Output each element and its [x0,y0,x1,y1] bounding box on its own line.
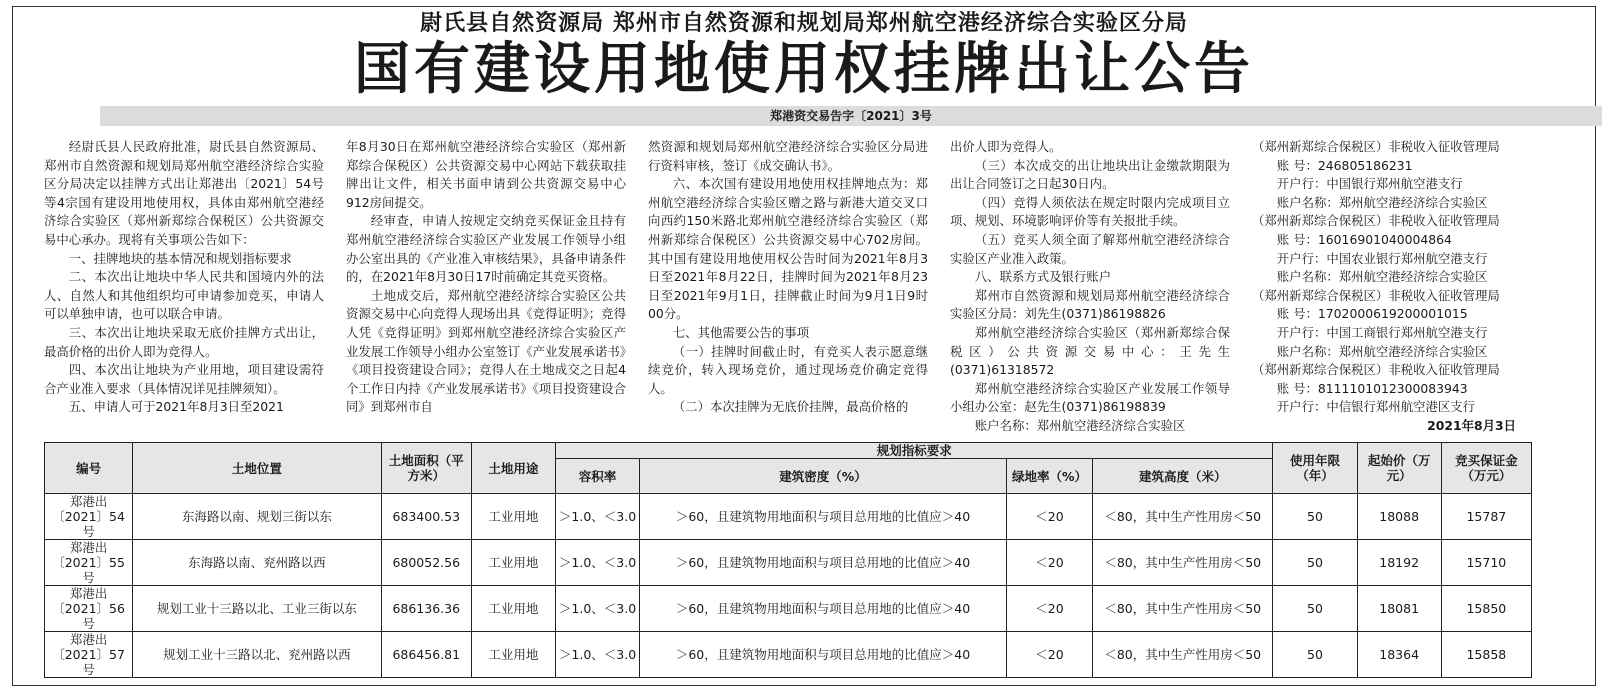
cell-green: ＜20 [1006,540,1092,586]
text-column-4 [950,138,1230,436]
paragraph: 四、本次出让地块为产业用地，项目建设需符合产业准入要求（具体情况详见挂牌须知）。 [44,362,324,396]
header-green: 绿地率（%） [1006,459,1092,494]
cell-deposit: 15858 [1441,632,1531,678]
cell-green: ＜20 [1006,586,1092,632]
id-number: 〔2021〕54号 [52,509,125,539]
account-number: 账 号：8111101012300083943 [1276,380,1468,396]
account-name-line: （郑州新郑综合保税区）非税收入征收管理局 [1252,287,1500,303]
cell-start-price: 18081 [1357,586,1441,632]
id-prefix: 郑港出 [69,494,108,509]
header-start-price: 起始价（万元） [1357,443,1441,494]
cell-location: 规划工业十三路以北、兖州路以西 [133,632,381,678]
announcement-date: 2021年8月3日 [1427,417,1516,433]
cell-density: ＞60，且建筑物用地面积与项目总用地的比值应＞40 [640,586,1007,632]
paragraph: 经审查，申请人按规定交纳竞买保证金且持有郑州航空港经济综合实验区产业发展工作领导小组办公室出具的《产业准入审核结果》，具备申请条件的，在2021年8月30日17时前确定其竞买资格。 [346,213,626,285]
paragraph: 郑州航空港经济综合实验区产业发展工作领导小组办公室：赵先生(0371)86198839 [950,380,1230,415]
cell-use: 工业用地 [471,586,555,632]
document-number-bar [100,106,1602,126]
page-title: 国有建设用地使用权挂牌出让公告 [354,37,1254,102]
cell-height: ＜80，其中生产性用房＜50 [1093,632,1273,678]
cell-area: 683400.53 [381,494,471,540]
cell-id [45,540,133,586]
paragraph: （一）挂牌时间截止时，有竞买人表示愿意继续竞价，转入现场竞价，通过现场竞价确定竞得人。 [648,343,928,396]
cell-start-price: 18192 [1357,540,1441,586]
cell-far: ＞1.0、＜3.0 [555,540,639,586]
cell-area: 686136.36 [381,586,471,632]
paragraph: 郑州航空港经济综合实验区（郑州新郑综合保税区）公共资源交易中心：王先生(0371)61318572 [950,324,1230,378]
table-row [45,494,1532,540]
cell-far: ＞1.0、＜3.0 [555,586,639,632]
paragraph: 三、本次出让地块采取无底价挂牌方式出让，最高价格的出价人即为竞得人。 [44,324,324,359]
account-name-line: （郑州新郑综合保税区）非税收入征收管理局 [1252,139,1500,154]
paragraph: 出价人即为竞得人。 [950,139,1062,154]
table-row [45,540,1532,586]
cell-far: ＞1.0、＜3.0 [555,494,639,540]
id-number: 〔2021〕55号 [52,555,125,585]
header-planning: 规划指标要求 [555,443,1272,459]
account-name: 账户名称：郑州航空港经济综合实验区 [1276,194,1488,210]
header-location: 土地位置 [133,443,381,494]
paragraph: 郑州市自然资源和规划局郑州航空港经济综合实验区分局：刘先生(0371)86198826 [950,287,1230,322]
cell-location: 东海路以南、兖州路以西 [133,540,381,586]
cell-deposit: 15710 [1441,540,1531,586]
header-area: 土地面积（平方米） [381,443,471,494]
text-column-3 [648,138,928,417]
cell-id [45,632,133,678]
cell-id [45,494,133,540]
header-use: 土地用途 [471,443,555,494]
paragraph: 然资源和规划局郑州航空港经济综合实验区分局进行资料审核，签订《成交确认书》。 [648,139,928,173]
account-number: 账 号：246805186231 [1276,157,1413,173]
cell-height: ＜80，其中生产性用房＜50 [1093,494,1273,540]
cell-id [45,586,133,632]
issuers-line: 尉氏县自然资源局 郑州市自然资源和规划局郑州航空港经济综合实验区分局 [420,11,1188,36]
account-name: 账户名称：郑州航空港经济综合实验区 [1276,269,1488,285]
body-text [44,138,1532,438]
header-far: 容积率 [555,459,639,494]
id-prefix: 郑港出 [69,632,108,647]
paragraph: 六、本次国有建设用地使用权挂牌地点为：郑州航空港经济综合实验区赠之路与新港大道交叉口向西约150米路北郑州航空港经济综合实验区（郑州新郑综合保税区）公共资源交易中心702房间。其中国有建设用地使用权公告时间为2021年8月3日至2021年8月22日，挂牌时间为2021年8月23日至2021年9月1日，挂牌截止时间为9月1日9时00分。 [648,176,928,322]
account-name: 账户名称：郑州航空港经济综合实验区 [1276,343,1488,359]
cell-start-price: 18364 [1357,632,1441,678]
account-bank: 开户行：中国工商银行郑州航空港支行 [1276,324,1488,340]
paragraph: 八、联系方式及银行账户 [974,269,1112,285]
paragraph: 账户名称：郑州航空港经济综合实验区 [974,417,1186,433]
cell-area: 686456.81 [381,632,471,678]
header-deposit: 竞买保证金（万元） [1441,443,1531,494]
cell-use: 工业用地 [471,540,555,586]
cell-green: ＜20 [1006,494,1092,540]
header-term: 使用年限（年） [1273,443,1357,494]
paragraph: （五）竞买人须全面了解郑州航空港经济综合实验区产业准入政策。 [950,231,1230,266]
paragraph: 五、申请人可于2021年8月3日至2021 [68,399,284,415]
text-column-2 [346,138,626,417]
cell-term: 50 [1273,632,1357,678]
account-bank: 开户行：中国农业银行郑州航空港支行 [1276,250,1488,266]
id-number: 〔2021〕56号 [52,601,125,631]
document-number: 郑港资交易告字〔2021〕3号 [770,109,932,123]
cell-far: ＞1.0、＜3.0 [555,632,639,678]
id-prefix: 郑港出 [69,540,108,555]
account-bank: 开户行：中国银行郑州航空港支行 [1276,176,1463,192]
table-row [45,586,1532,632]
id-number: 〔2021〕57号 [52,647,125,677]
cell-height: ＜80，其中生产性用房＜50 [1093,586,1273,632]
cell-area: 680052.56 [381,540,471,586]
paragraph: （二）本次挂牌为无底价挂牌，最高价格的 [672,399,909,415]
cell-deposit: 15850 [1441,586,1531,632]
cell-height: ＜80，其中生产性用房＜50 [1093,540,1273,586]
paragraph: 年8月30日在郑州航空港经济综合实验区（郑州新郑综合保税区）公共资源交易中心网站下载获取挂牌出让文件，相关书面申请到公共资源交易中心912房间提交。 [346,139,626,210]
cell-use: 工业用地 [471,494,555,540]
account-number: 账 号：1702000619200001015 [1276,306,1468,322]
account-bank: 开户行：中信银行郑州航空港区支行 [1276,399,1476,415]
paragraph: 一、挂牌地块的基本情况和规划指标要求 [68,250,292,266]
cell-use: 工业用地 [471,632,555,678]
cell-location: 东海路以南、规划三街以东 [133,494,381,540]
paragraph: （三）本次成交的出让地块出让金缴款期限为出让合同签订之日起30日内。 [950,157,1230,192]
cell-deposit: 15787 [1441,494,1531,540]
cell-density: ＞60，且建筑物用地面积与项目总用地的比值应＞40 [640,540,1007,586]
text-column-5 [1252,138,1532,436]
header-height: 建筑高度（米） [1093,459,1273,494]
cell-density: ＞60，且建筑物用地面积与项目总用地的比值应＞40 [640,632,1007,678]
paragraph: 经尉氏县人民政府批准，尉氏县自然资源局、郑州市自然资源和规划局郑州航空港经济综合实验区分局决定以挂牌方式出让郑港出〔2021〕54号等4宗国有建设用地使用权，具体由郑州航空港经济综合实验区（郑州新郑综合保税区）公共资源交易中心承办。现将有关事项公告如下： [44,139,324,247]
text-column-1 [44,138,324,417]
table-row [45,632,1532,678]
paragraph: （四）竞得人须依法在规定时限内完成项目立项、规划、环境影响评价等有关报批手续。 [950,194,1230,229]
account-name-line: （郑州新郑综合保税区）非税收入征收管理局 [1252,362,1500,378]
cell-green: ＜20 [1006,632,1092,678]
cell-density: ＞60，且建筑物用地面积与项目总用地的比值应＞40 [640,494,1007,540]
paragraph: 土地成交后，郑州航空港经济综合实验区公共资源交易中心向竞得人现场出具《竞得证明》；竞得人凭《竞得证明》到郑州航空港经济综合实验区产业发展工作领导小组办公室签订《产业发展承诺书》《项目投资建设合同》；竞得人在土地成交之日起4个工作日内持《产业发展承诺书》《项目投资建设合同》到郑州市自 [346,287,626,415]
header-id: 编号 [45,443,133,494]
cell-start-price: 18088 [1357,494,1441,540]
paragraph: 七、其他需要公告的事项 [672,324,810,340]
account-number: 账 号：16016901040004864 [1276,231,1452,247]
cell-term: 50 [1273,586,1357,632]
cell-location: 规划工业十三路以北、工业三街以东 [133,586,381,632]
land-parcel-table [44,442,1532,678]
id-prefix: 郑港出 [69,586,108,601]
cell-term: 50 [1273,494,1357,540]
paragraph: 二、本次出让地块中华人民共和国境内外的法人、自然人和其他组织均可申请参加竞买，申请人可以单独申请，也可以联合申请。 [44,269,324,322]
account-name-line: （郑州新郑综合保税区）非税收入征收管理局 [1252,213,1500,229]
header-density: 建筑密度（%） [640,459,1007,494]
cell-term: 50 [1273,540,1357,586]
